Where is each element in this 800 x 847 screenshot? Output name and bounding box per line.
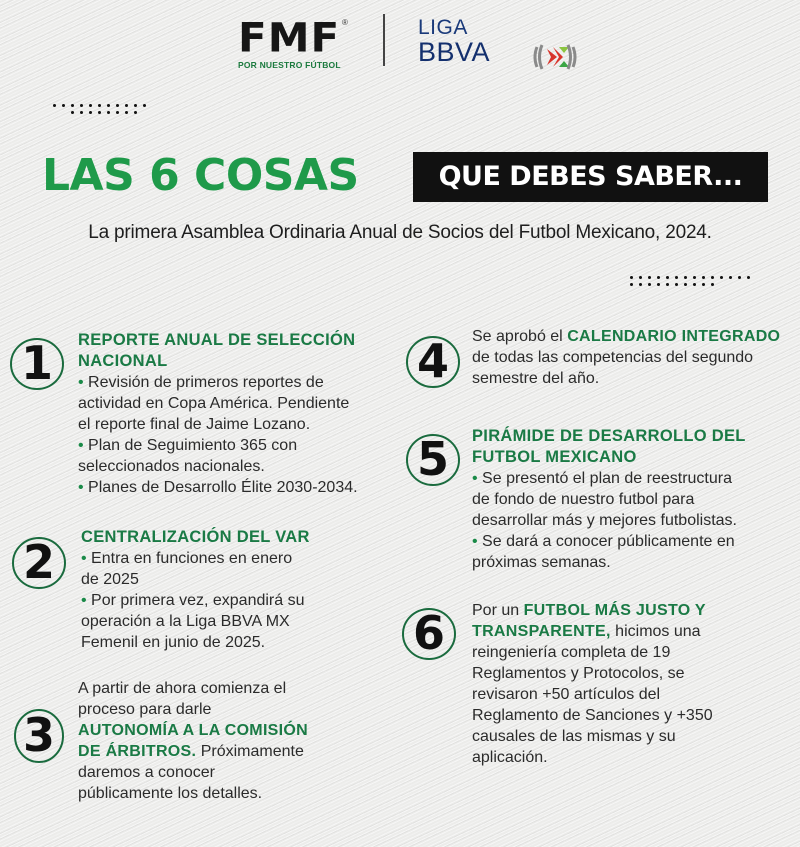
title-row: [40, 148, 780, 208]
fmf-logo-text: FMF: [238, 14, 341, 61]
number-badge-3: 3: [10, 706, 68, 764]
fmf-logo: [238, 14, 348, 70]
title-boxed-text: QUE DEBES SABER...: [438, 161, 743, 192]
registered-mark: ®: [342, 18, 348, 27]
decorative-dots-left: [53, 104, 146, 114]
item-5-text: PIRÁMIDE DE DESARROLLO DEL FUTBOL MEXICANO • Se presentó el plan de reestructura de fondo de nuestro futbol para desarrollar más y mejores futbolistas. • Se dará a conocer públicamente en próximas semanas.: [472, 427, 746, 571]
liga-text: LIGA: [418, 16, 468, 39]
item-6-text: Por un FUTBOL MÁS JUSTO Y TRANSPARENTE, hicimos una reingeniería completa de 19 Reglamentos y Protocolos, se revisaron +50 artículos del Reglamento de Sanciones y +350 causales de las mismas y su aplicación.: [472, 602, 713, 766]
number-badge-2: 2: [10, 533, 68, 591]
number-badge-4: 4: [404, 332, 462, 390]
number-badge-5: 5: [404, 430, 462, 488]
item-4-text: Se aprobó el CALENDARIO INTEGRADO de todas las competencias del segundo semestre del año.: [472, 328, 781, 387]
logo-divider: [383, 14, 385, 66]
item-1-text: REPORTE ANUAL DE SELECCIÓN NACIONAL • Revisión de primeros reportes de actividad en Copa América. Pendiente el reporte final de Jaime Lozano. • Plan de Seguimiento 365 con seleccionados nacionales. • Planes de Desarrollo Élite 2030-2034.: [78, 331, 358, 496]
decorative-dots-right: [630, 276, 750, 286]
title-black-box: [413, 152, 768, 202]
bbva-text: BBVA: [418, 37, 491, 67]
item-2-text: CENTRALIZACIÓN DEL VAR • Entra en funciones en enero de 2025 • Por primera vez, expandirá su operación a la Liga BBVA MX Femenil en junio de 2025.: [81, 528, 310, 651]
subtitle: La primera Asamblea Ordinaria Anual de Socios del Futbol Mexicano, 2024.: [88, 222, 712, 243]
liga-mx-logo-icon: [533, 43, 577, 71]
number-badge-1: 1: [8, 334, 66, 392]
header: [0, 14, 800, 74]
number-badge-6: 6: [400, 604, 458, 662]
title-green: LAS 6 COSAS: [42, 150, 359, 201]
fmf-tagline: POR NUESTRO FÚTBOL: [238, 60, 341, 70]
item-3-text: A partir de ahora comienza el proceso para darle AUTONOMÍA A LA COMISIÓN DE ÁRBITROS. Próximamente daremos a conocer públicamente los detalles.: [78, 680, 309, 802]
liga-bbva-logo: [418, 18, 490, 66]
